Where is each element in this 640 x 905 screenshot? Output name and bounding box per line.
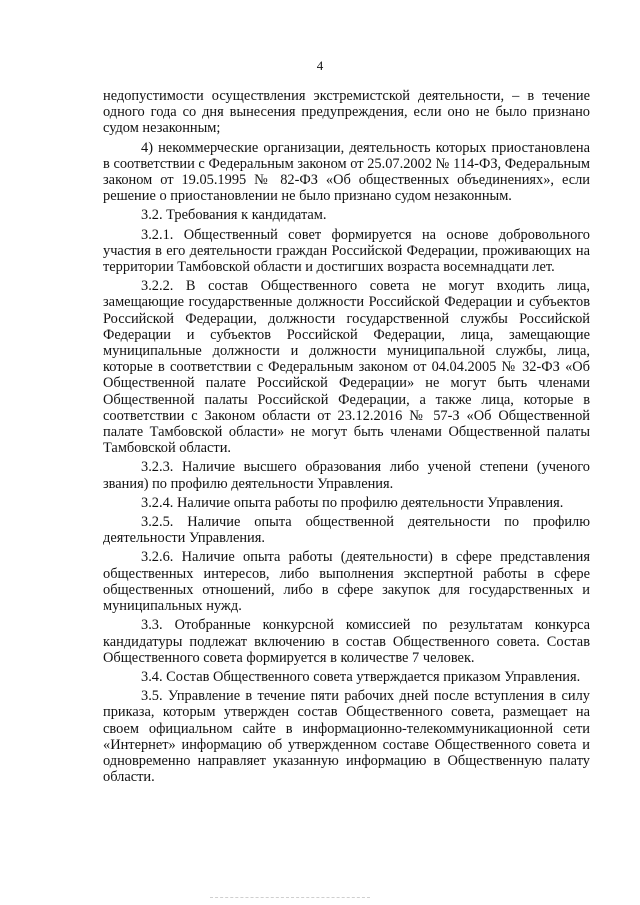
- paragraph-item-4: 4) некоммерческие организации, деятельность которых приостановлена в соответствии с Федеральным законом от 25.07.2002 № 114-ФЗ, Федеральным законом от 19.05.1995 № 82-ФЗ «Об общественных объединениях», если решение о приостановлении не было признано судом незаконным.: [103, 139, 590, 205]
- paragraph-3-2-6: 3.2.6. Наличие опыта работы (деятельности) в сфере представления общественных интересов, либо выполнения экспертной работы в сфере общественных отношений, либо в сфере закупок для государственных и муниципальных нужд.: [103, 549, 590, 615]
- paragraph-3-3: 3.3. Отобранные конкурсной комиссией по результатам конкурса кандидатуры подлежат включению в состав Общественного совета. Состав Общественного совета формируется в количестве 7 человек.: [103, 617, 590, 666]
- paragraph-3-2: 3.2. Требования к кандидатам.: [141, 207, 327, 224]
- paragraph-3-4: 3.4. Состав Общественного совета утверждается приказом Управления.: [141, 668, 581, 685]
- paragraph-3-2-4: 3.2.4. Наличие опыта работы по профилю деятельности Управления.: [141, 494, 564, 511]
- page-number: 4: [316, 58, 324, 73]
- paragraph-3-2-3: 3.2.3. Наличие высшего образования либо ученой степени (ученого звания) по профилю деятельности Управления.: [103, 459, 590, 492]
- footer-divider: [210, 897, 370, 899]
- document-body: [103, 88, 590, 788]
- paragraph-3-5: 3.5. Управление в течение пяти рабочих дней после вступления в силу приказа, которым утвержден состав Общественного совета, размещает на своем официальном сайте в информационно-телекоммуникационной сети «Интернет» информацию об утвержденном составе Общественного совета и одновременно направляет указанную информацию в Общественную палату области.: [103, 688, 590, 786]
- paragraph-continuation: недопустимости осуществления экстремистской деятельности, – в течение одного года со дня вынесения предупреждения, если оно не было признано судом незаконным;: [103, 88, 590, 137]
- paragraph-3-2-1: 3.2.1. Общественный совет формируется на основе добровольного участия в его деятельности граждан Российской Федерации, проживающих на территории Тамбовской области и достигших возраста восемнадцати лет.: [103, 226, 590, 276]
- paragraph-3-2-5: 3.2.5. Наличие опыта общественной деятельности по профилю деятельности Управления.: [103, 514, 590, 547]
- paragraph-3-2-2: 3.2.2. В состав Общественного совета не могут входить лица, замещающие государственные должности Российской Федерации и субъектов Российской Федерации, должности государственной службы Российской Федерации и субъектов Российской Федерации, лица, замещающие муниципальные должности и должности муниципальной службы, лица, которые в соответствии с Федеральным законом от 04.04.2005 № 32-ФЗ «Об Общественной палате Российской Федерации» не могут быть членами Общественной палаты Российской Федерации, а также лица, которые в соответствии с Законом области от 23.12.2016 № 57-З «Об Общественной палате Тамбовской области» не могут быть членами Общественной палаты Тамбовской области.: [103, 278, 590, 457]
